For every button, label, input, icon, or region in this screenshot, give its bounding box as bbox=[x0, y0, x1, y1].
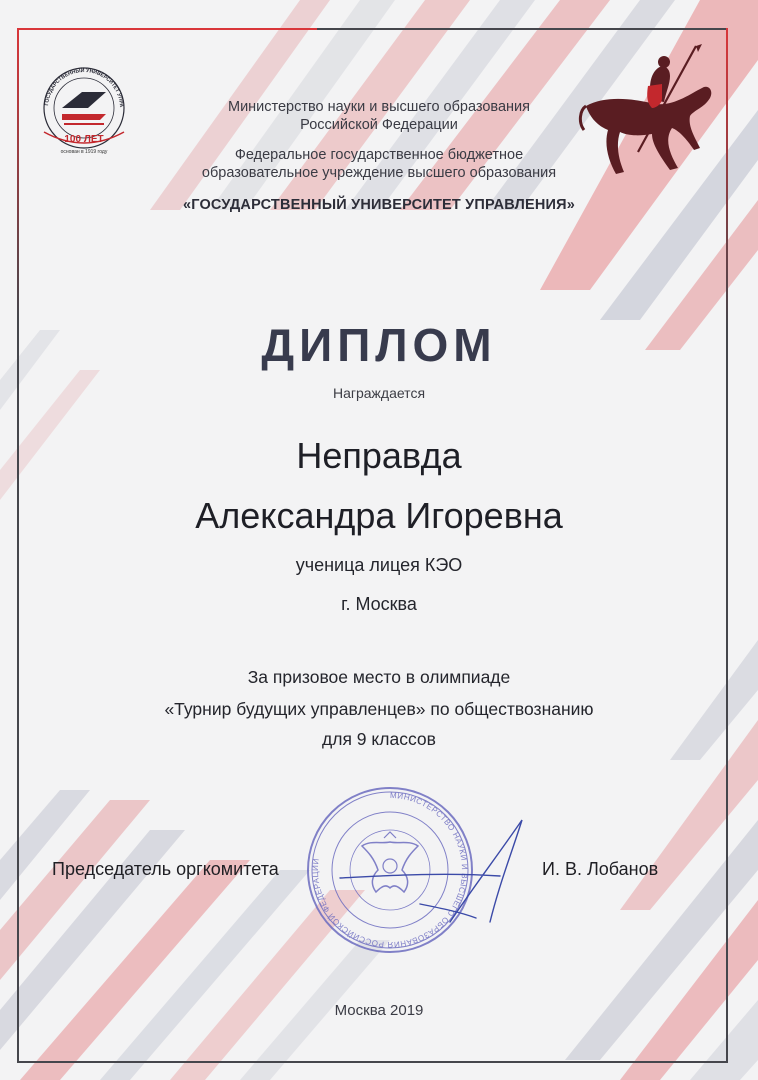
diploma-title: ДИПЛОМ bbox=[261, 319, 497, 371]
recipient-given-names: Александра Игоревна bbox=[195, 495, 563, 536]
institution-heading bbox=[0, 146, 758, 182]
logo-years-badge: 100 ЛЕТ bbox=[64, 134, 104, 145]
logo-founded-text: основан в 1919 году bbox=[60, 149, 108, 155]
recipient-surname: Неправда bbox=[296, 435, 462, 476]
award-reason-line-2: «Турнир будущих управленцев» по обществознанию bbox=[164, 699, 594, 719]
award-reason-line-3: для 9 классов bbox=[322, 729, 436, 749]
logo-ring-text: ГОСУДАРСТВЕННЫЙ УНИВЕРСИТЕТ УПРА bbox=[44, 67, 125, 108]
place-and-year: Москва 2019 bbox=[334, 1002, 424, 1019]
ministry-line-2: Российской Федерации bbox=[300, 117, 458, 133]
recipient-school: ученица лицея КЭО bbox=[295, 555, 463, 575]
recipient-city: г. Москва bbox=[341, 594, 417, 614]
signatory-role: Председатель оргкомитета bbox=[52, 859, 279, 879]
award-reason-line-1: За призовое место в олимпиаде bbox=[247, 667, 511, 687]
institution-line-2: образовательное учреждение высшего образования bbox=[201, 165, 557, 181]
frame-accent-top bbox=[17, 28, 317, 30]
institution-line-1: Федеральное государственное бюджетное bbox=[234, 147, 524, 163]
stamp-ring-text: МИНИСТЕРСТВО НАУКИ И ВЫСШЕГО ОБРАЗОВАНИЯ РОССИЙСКОЙ ФЕДЕРАЦИИ bbox=[310, 790, 470, 950]
signatory-name: И. В. Лобанов bbox=[542, 859, 659, 879]
ministry-line-1: Министерство науки и высшего образования bbox=[227, 99, 530, 115]
university-name: «ГОСУДАРСТВЕННЫЙ УНИВЕРСИТЕТ УПРАВЛЕНИЯ» bbox=[182, 197, 576, 213]
handwritten-signature-icon bbox=[300, 812, 536, 932]
ministry-heading bbox=[0, 98, 758, 134]
awarded-label: Награждается bbox=[332, 385, 426, 401]
